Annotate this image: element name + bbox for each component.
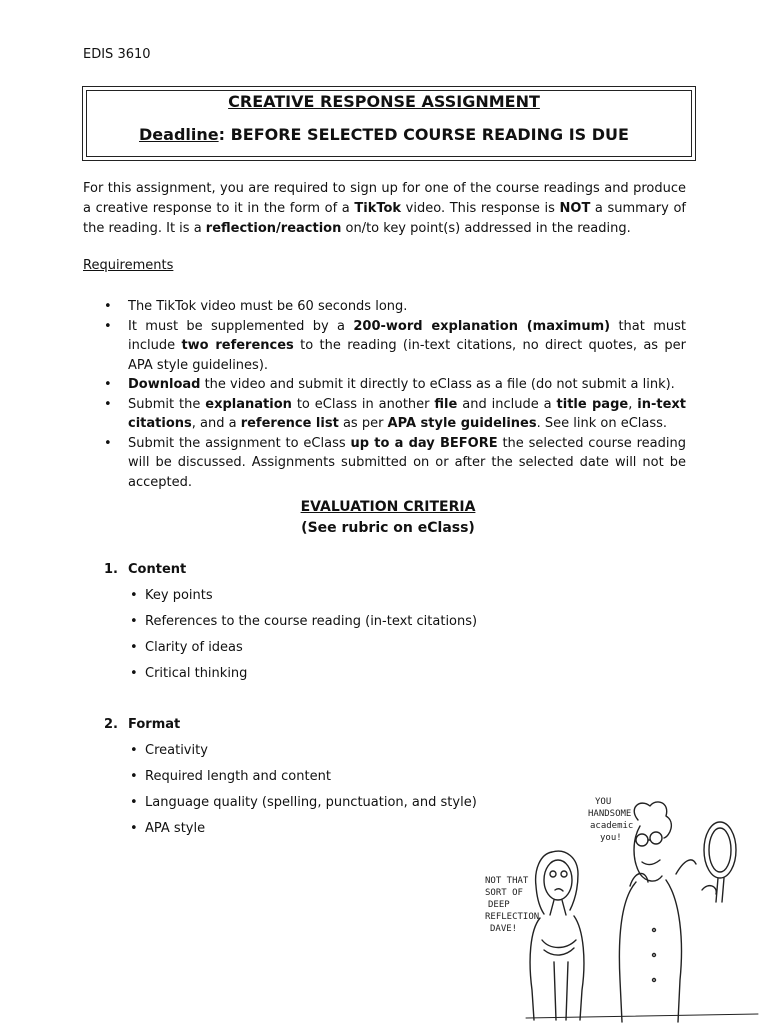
criteria-item: • Critical thinking — [104, 665, 477, 691]
requirement-item — [83, 297, 686, 317]
criteria-item: • Creativity — [104, 742, 477, 768]
format-section-title — [104, 716, 477, 742]
req-text: to eClass in another — [291, 396, 435, 412]
content-criteria-list — [104, 587, 477, 691]
section-number: 1. — [104, 562, 118, 577]
req-bold: in-text citations — [128, 396, 686, 431]
intro-bold-tiktok: TikTok — [354, 201, 402, 216]
speech-right-line: academic — [590, 821, 634, 831]
req-text: to the reading (in-text citations, no direct quotes, as per APA style guidelines). — [128, 338, 686, 373]
speech-left-line: SORT OF — [485, 888, 523, 898]
criteria-item: • References to the course reading (in-text citations) — [104, 613, 477, 639]
req-text: the video and submit it directly to eClass as a file (do not submit a link). — [200, 377, 675, 392]
speech-right-line: you! — [600, 833, 622, 843]
speech-left-line: DEEP — [488, 900, 510, 910]
assignment-title: CREATIVE RESPONSE ASSIGNMENT — [228, 92, 540, 111]
req-bold: two references — [181, 338, 294, 353]
speech-left-line: REFLECTION — [485, 912, 540, 922]
section-number: 2. — [104, 717, 118, 732]
req-bold: APA style guidelines — [387, 416, 537, 431]
intro-paragraph — [83, 179, 686, 239]
criteria-item: • Clarity of ideas — [104, 639, 477, 665]
evaluation-subheading: (See rubric on eClass) — [301, 520, 475, 536]
format-criteria-list — [104, 742, 477, 846]
criteria-item: • Required length and content — [104, 768, 477, 794]
section-title-text: Format — [128, 717, 181, 732]
deadline-label: Deadline — [139, 125, 219, 144]
intro-text: video. This response is — [401, 201, 560, 216]
req-bold: reference list — [240, 416, 339, 431]
format-section — [104, 716, 477, 846]
req-text: It must be supplemented by a — [128, 318, 354, 334]
req-text: The TikTok video must be 60 seconds long. — [128, 299, 408, 314]
speech-right — [588, 797, 633, 843]
req-text: Submit the — [128, 396, 206, 412]
req-text: , — [628, 396, 638, 412]
speech-left-line: NOT THAT — [485, 876, 529, 886]
content-section-title — [104, 561, 477, 587]
requirements-list — [83, 297, 686, 492]
section-title-text: Content — [128, 562, 187, 577]
speech-left — [485, 876, 539, 934]
man-figure — [619, 802, 736, 1022]
content-section — [104, 561, 477, 691]
evaluation-heading: EVALUATION CRITERIA — [300, 499, 476, 515]
intro-bold-reflection: reflection/reaction — [205, 221, 342, 236]
course-code: EDIS 3610 — [83, 47, 151, 62]
criteria-item: • Key points — [104, 587, 477, 613]
req-text: and include a — [457, 396, 557, 412]
requirement-item — [83, 317, 686, 376]
requirement-item — [83, 434, 686, 493]
req-text: , and a — [191, 416, 241, 431]
req-text: as per — [338, 416, 388, 431]
req-bold: Download — [128, 377, 201, 392]
woman-figure — [530, 851, 584, 1020]
req-bold: file — [434, 396, 458, 412]
deadline-line — [0, 125, 768, 144]
intro-text: For this assignment, you are required to sign up for one of the course readings and produce a creative response to it in the form of a — [83, 181, 686, 216]
req-text: Submit the assignment to eClass — [128, 435, 351, 451]
intro-text: a summary of the reading. It is a — [83, 201, 686, 236]
ground-line — [526, 1014, 758, 1018]
speech-left-line: DAVE! — [490, 924, 518, 934]
intro-text: on/to key point(s) addressed in the reading. — [341, 221, 631, 236]
requirement-item — [83, 375, 686, 395]
req-text: that must include — [128, 318, 686, 353]
req-bold: up to a day BEFORE — [350, 435, 498, 451]
req-text: the selected course reading will be discussed. Assignments submitted on or after the selected date will not be accepted. — [128, 435, 686, 490]
speech-right-line: YOU — [595, 797, 612, 807]
req-bold: title page — [556, 396, 629, 412]
criteria-item: • APA style — [104, 820, 477, 846]
req-bold: explanation — [205, 396, 292, 412]
speech-right-line: HANDSOME — [588, 809, 632, 819]
requirements-heading: Requirements — [83, 258, 174, 273]
req-bold: 200-word explanation (maximum) — [353, 318, 611, 334]
deadline-text: : BEFORE SELECTED COURSE READING IS DUE — [218, 125, 629, 144]
requirement-item — [83, 395, 686, 434]
req-text: . See link on eClass. — [536, 416, 668, 431]
intro-bold-not: NOT — [559, 201, 591, 216]
cartoon-illustration — [470, 790, 768, 1024]
criteria-item: • Language quality (spelling, punctuation, and style) — [104, 794, 477, 820]
